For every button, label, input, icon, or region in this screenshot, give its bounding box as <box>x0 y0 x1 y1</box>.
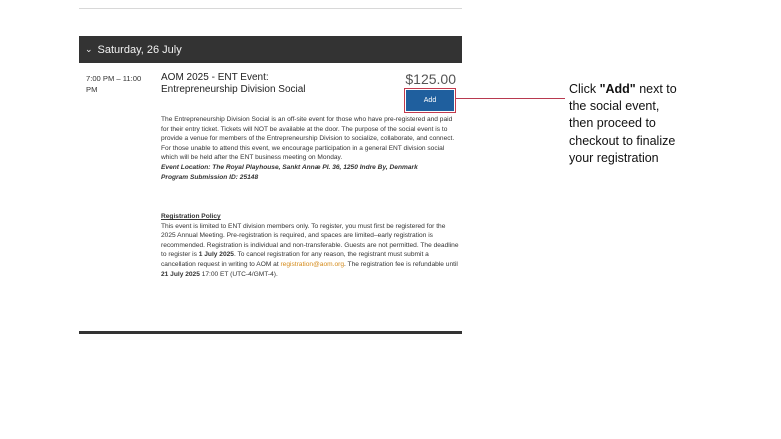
registration-policy-heading: Registration Policy <box>161 213 221 220</box>
add-button[interactable]: Add <box>406 90 454 111</box>
chevron-down-icon: ⌄ <box>85 44 93 54</box>
event-price: $125.00 <box>405 71 456 87</box>
day-header-label: Saturday, 26 July <box>97 43 182 56</box>
top-divider <box>79 8 462 9</box>
instruction-suffix: next to the social event, then proceed to checkout to finalize your registration <box>569 82 677 165</box>
event-description-block <box>161 115 459 182</box>
policy-deadline: 1 July 2025 <box>198 251 234 259</box>
day-header-saturday[interactable] <box>79 36 462 63</box>
event-time: 7:00 PM – 11:00 PM <box>86 74 142 94</box>
policy-text-1: This event is limited to ENT division members only. To register, you must first be registered for the 2025 Annual Meeting. Pre-registration is required, and spaces are limited–early registration is recommended. Registration is individual and non-transferable. Guests are not permitted. The deadline to register is <box>161 222 459 259</box>
registration-email-link[interactable]: registration@aom.org <box>280 260 344 268</box>
event-title-line2: Entrepreneurship Division Social <box>161 84 306 95</box>
callout-connector-line <box>456 98 565 99</box>
registration-policy <box>161 212 459 279</box>
policy-text-4: 17:00 ET (UTC-4/GMT-4). <box>199 270 278 278</box>
policy-refund-date: 21 July 2025 <box>161 270 200 278</box>
instruction-prefix: Click <box>569 82 600 96</box>
policy-text-3: . The registration fee is refundable until <box>344 260 458 268</box>
instruction-callout <box>569 81 679 167</box>
event-description: The Entrepreneurship Division Social is an off-site event for those who have pre-registered and paid for their entry ticket. Tickets will NOT be available at the door. The purpose of the social event is to provide a venue for members of the Entrepreneurship Division to socialize, collaborate, and connect. For those unable to attend this event, we encourage participation in a general ENT division social which will be held after the ENT business meeting on Monday. <box>161 116 455 162</box>
bottom-divider <box>79 331 462 334</box>
event-title <box>161 72 361 96</box>
policy-text-2: . To cancel registration for any reason, the registrant must submit a cancellation request in writing to AOM at <box>161 251 429 268</box>
event-title-line1: AOM 2025 - ENT Event: <box>161 72 269 83</box>
event-location: Event Location: The Royal Playhouse, Sankt Annæ Pl. 36, 1250 Indre By, Denmark <box>161 163 418 171</box>
program-submission-id: Program Submission ID: 25148 <box>161 173 259 181</box>
instruction-highlight: "Add" <box>599 82 636 96</box>
registration-policy-text <box>161 222 459 280</box>
